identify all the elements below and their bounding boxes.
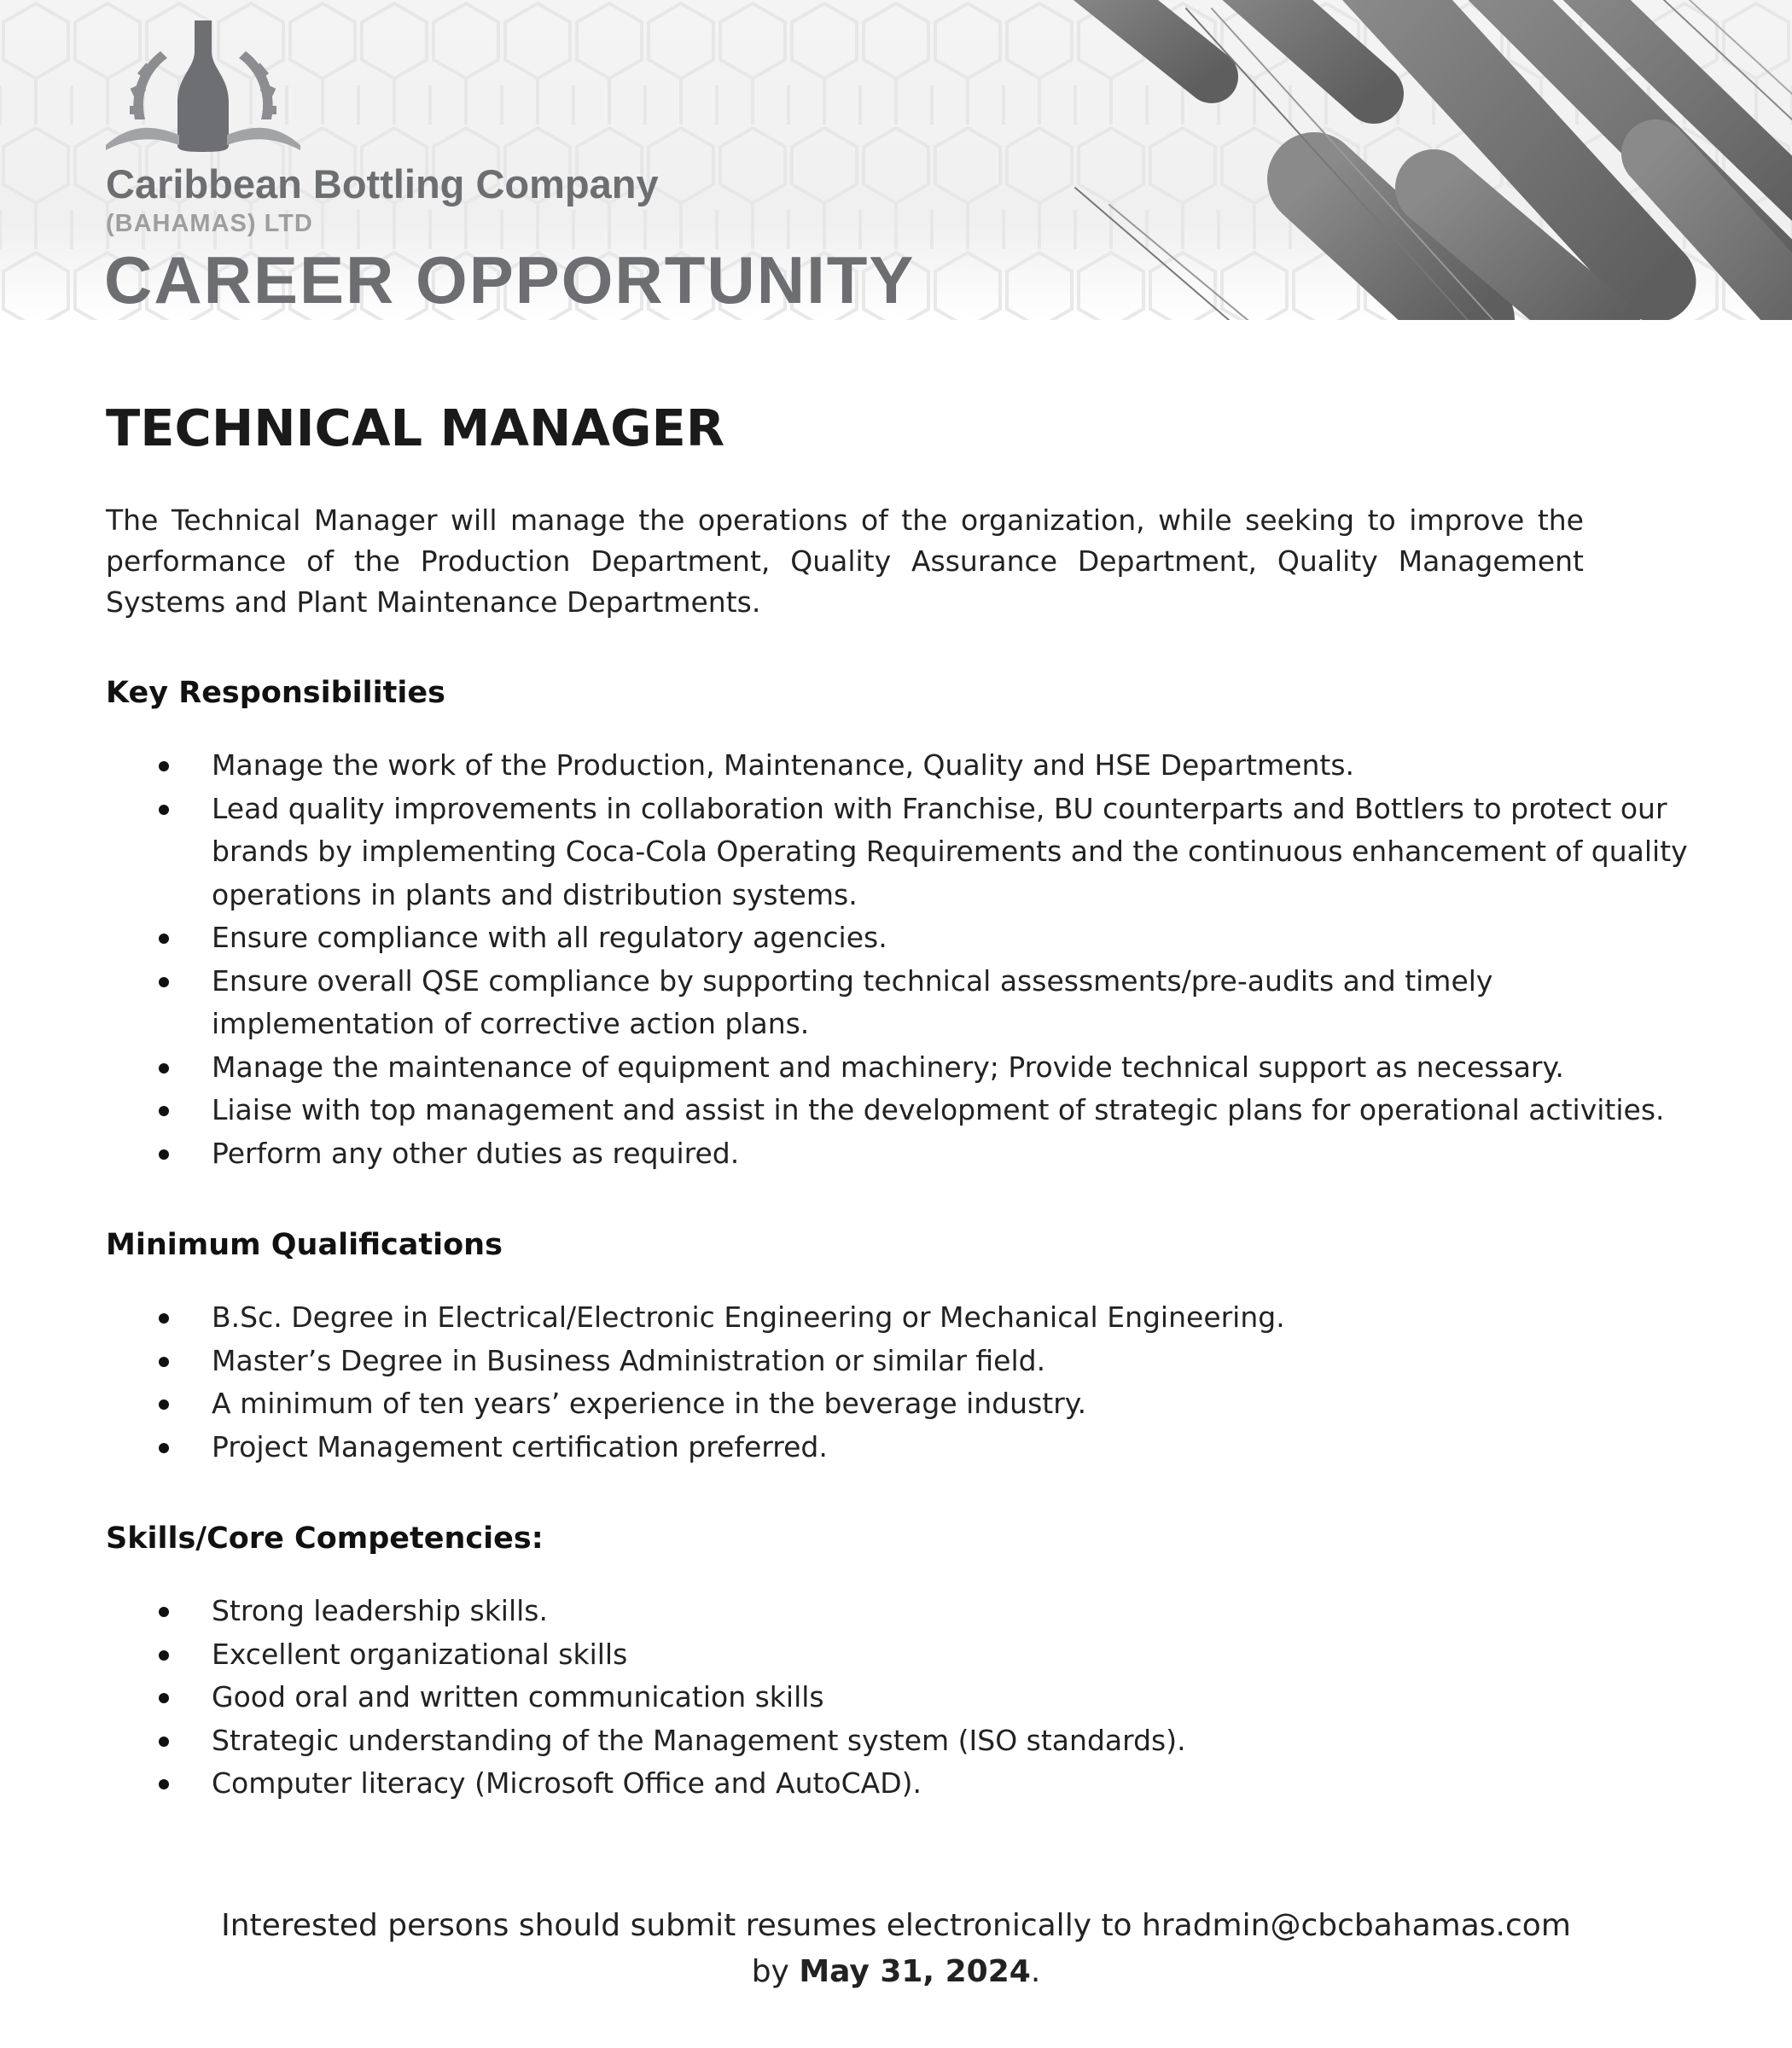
qualifications-heading: Minimum Qualifications [106, 1228, 503, 1262]
list-item: Ensure compliance with all regulatory agencies. [106, 916, 1692, 960]
company-subtitle: (BAHAMAS) LTD [106, 210, 313, 237]
qualifications-list [106, 1296, 1584, 1469]
banner-title: CAREER OPPORTUNITY [104, 242, 916, 317]
application-deadline: May 31, 2024 [799, 1954, 1031, 1989]
responsibilities-list [106, 744, 1688, 1175]
list-item: Good oral and written communication skills [106, 1676, 1584, 1719]
list-item: Lead quality improvements in collaboration with Franchise, BU counterparts and Bottlers to protect our brands by implementing Coca-Cola Operating Requirements and the continuous enhancement of quality operations in plants and distribution systems. [106, 788, 1692, 917]
list-item: Ensure overall QSE compliance by supporting technical assessments/pre-audits and timely implementation of corrective action plans. [106, 960, 1692, 1046]
diagonal-stripes-decoration [1007, 0, 1792, 320]
list-item: Project Management certification preferred. [106, 1426, 1584, 1469]
job-intro-paragraph: The Technical Manager will manage the operations of the organization, while seeking to improve the performance of the Production Department, Quality Assurance Department, Quality Management Systems and Plant Maintenance Departments. [106, 503, 1584, 619]
skills-list [106, 1590, 1584, 1806]
application-instructions [0, 1903, 1792, 1995]
job-title: TECHNICAL MANAGER [106, 399, 725, 457]
footer-instruction: Interested persons should submit resumes electronically to [221, 1908, 1132, 1943]
list-item: Excellent organizational skills [106, 1633, 1584, 1677]
list-item: Perform any other duties as required. [106, 1132, 1692, 1176]
company-name: Caribbean Bottling Company [106, 161, 659, 207]
list-item: Strong leadership skills. [106, 1590, 1584, 1633]
list-item: Master’s Degree in Business Administration or similar field. [106, 1340, 1584, 1383]
footer-period: . [1030, 1954, 1041, 1989]
responsibilities-heading: Key Responsibilities [106, 676, 445, 710]
list-item: B.Sc. Degree in Electrical/Electronic Engineering or Mechanical Engineering. [106, 1296, 1584, 1340]
contact-email-link[interactable]: hradmin@cbcbahamas.com [1142, 1908, 1571, 1943]
footer-by: by [751, 1954, 789, 1989]
list-item: Liaise with top management and assist in the development of strategic plans for operational activities. [106, 1089, 1692, 1132]
bottle-gear-logo-icon [101, 17, 305, 154]
header-banner [0, 0, 1792, 320]
skills-heading: Skills/Core Competencies: [106, 1521, 544, 1556]
footer-line-2 [0, 1949, 1792, 1995]
list-item: A minimum of ten years’ experience in the beverage industry. [106, 1382, 1584, 1426]
footer-line-1 [0, 1903, 1792, 1949]
job-posting-body [106, 394, 1688, 1806]
list-item: Manage the work of the Production, Maintenance, Quality and HSE Departments. [106, 744, 1692, 788]
list-item: Manage the maintenance of equipment and machinery; Provide technical support as necessary. [106, 1046, 1692, 1090]
list-item: Strategic understanding of the Management system (ISO standards). [106, 1719, 1584, 1763]
list-item: Computer literacy (Microsoft Office and AutoCAD). [106, 1762, 1584, 1806]
